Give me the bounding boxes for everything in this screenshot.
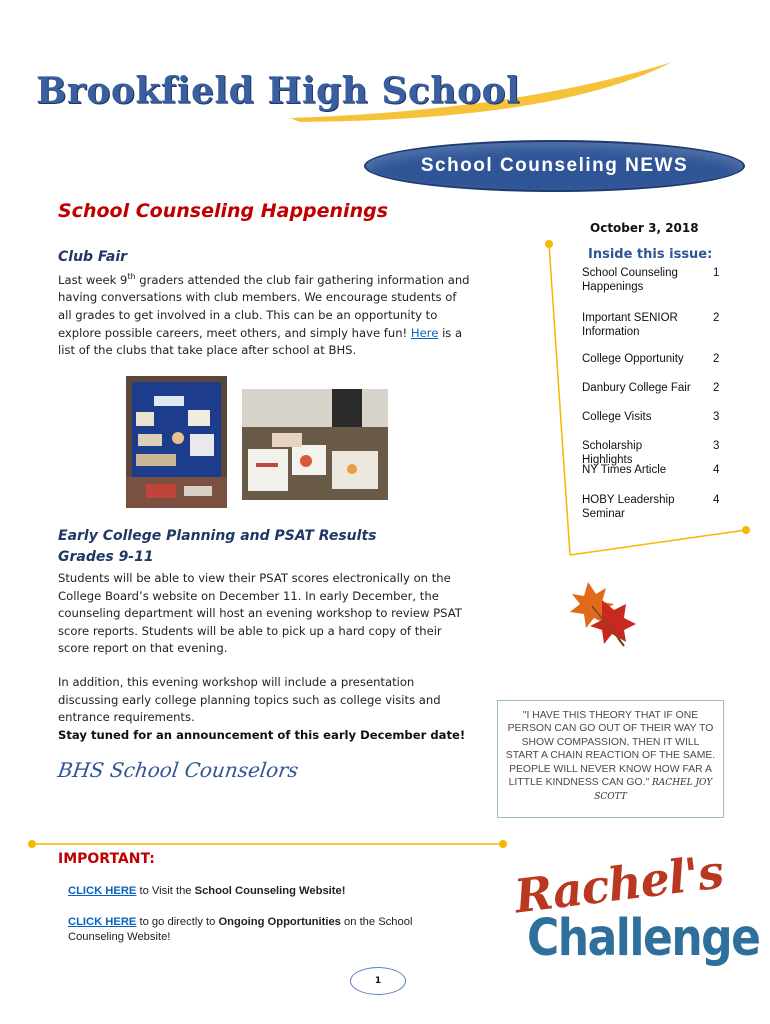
quote-text: "I HAVE THIS THEORY THAT IF ONE PERSON CAN GO OUT OF THEIR WAY TO SHOW COMPASSION, THEN IT WILL START A CHAIN REACTION OF THE SAME. PEOPLE WILL NEVER KNOW HOW FAR A LITTLE KINDNESS CAN GO."	[505, 710, 716, 789]
ongoing-opportunities-link[interactable]: CLICK HERE	[68, 916, 137, 928]
club-fair-text-1: Last week 9	[58, 272, 128, 287]
poster-board-image	[126, 376, 227, 508]
toc-item-label: HOBY Leadership Seminar	[582, 494, 675, 520]
toc-item[interactable]	[582, 266, 722, 294]
toc-item[interactable]	[582, 352, 722, 366]
issue-date: October 3, 2018	[590, 221, 699, 235]
rule-dot	[28, 840, 36, 848]
superscript-th: th	[127, 272, 136, 281]
toc-item-page: 3	[713, 411, 720, 423]
toc-item-page: 1	[713, 267, 720, 279]
toc-item-page: 3	[713, 440, 720, 452]
toc-title: Inside this issue:	[588, 247, 713, 262]
toc-item[interactable]	[582, 463, 722, 477]
important-line-2	[68, 915, 448, 944]
toc-item-page: 2	[713, 312, 720, 324]
important-title: IMPORTANT:	[58, 851, 155, 867]
toc-item-page: 2	[713, 382, 720, 394]
newsletter-banner: School Counseling NEWS	[364, 140, 745, 192]
rule-dot	[545, 240, 553, 248]
club-fair-paragraph	[58, 268, 470, 360]
quote-box	[497, 700, 724, 818]
page-number: 1	[350, 967, 406, 995]
toc-item-label: NY Times Article	[582, 464, 667, 476]
toc-item-label: College Visits	[582, 411, 652, 423]
toc-item-page: 4	[713, 464, 720, 476]
club-fair-text-2: graders attended the club fair gathering information and having conversations with club members. We encourage students of all grades to get involved in a club. This can be an opportunity to explore possible careers, meet others, and simply have fun!	[58, 272, 470, 340]
toc-item-label: Important SENIOR Information	[582, 312, 678, 338]
toc-left-rule	[549, 244, 570, 555]
toc-item-label: Scholarship Highlights	[582, 440, 643, 466]
psat-grades-heading: Grades 9-11	[58, 549, 154, 565]
toc-bottom-rule	[570, 530, 746, 555]
club-list-link[interactable]: Here	[410, 325, 439, 340]
toc-item-page: 2	[713, 353, 720, 365]
club-fair-text-3: is a list of the clubs that take place after school at BHS.	[58, 325, 463, 358]
school-website-link[interactable]: CLICK HERE	[68, 885, 137, 897]
important-line-1-bold: School Counseling Website!	[194, 885, 346, 897]
toc-item-page: 4	[713, 494, 720, 506]
rachels-challenge-logo-line1: Rachel's	[511, 844, 726, 924]
quote-author: RACHEL JOY SCOTT	[594, 778, 713, 803]
toc-item-label: School Counseling Happenings	[582, 267, 678, 293]
important-line-2-text: to go directly to	[136, 916, 219, 928]
counselors-signature: BHS School Counselors	[56, 758, 300, 782]
important-line-1-text: to Visit the	[136, 885, 195, 897]
psat-paragraph-1: Students will be able to view their PSAT scores electronically on the College Board’s website on December 11. In early December, the counseling department will host an evening workshop to review PSAT score reports. Students will be able to pick up a hard copy of their score report on that evening.	[58, 571, 462, 656]
psat-heading: Early College Planning and PSAT Results	[58, 528, 377, 544]
club-table-image	[242, 389, 388, 500]
important-line-2-bold: Ongoing Opportunities	[218, 916, 341, 928]
psat-stay-tuned: Stay tuned for an announcement of this early December date!	[58, 727, 466, 742]
autumn-leaves-icon	[562, 576, 640, 648]
toc-item-label: College Opportunity	[582, 353, 684, 365]
club-fair-heading: Club Fair	[58, 249, 128, 265]
psat-paragraph-2	[58, 674, 470, 744]
rule-dot	[499, 840, 507, 848]
toc-item[interactable]	[582, 311, 722, 339]
club-fair-photo-1	[126, 376, 227, 508]
club-fair-photo-2	[242, 389, 388, 500]
section-title: School Counseling Happenings	[58, 200, 389, 222]
rule-dot	[742, 526, 750, 534]
rachels-challenge-logo-line2: Challenge	[527, 909, 760, 968]
toc-item[interactable]	[582, 493, 722, 521]
toc-item[interactable]	[582, 381, 722, 395]
toc-item-label: Danbury College Fair	[582, 382, 691, 394]
important-line-1	[68, 884, 448, 899]
psat-paragraph-2-text: In addition, this evening workshop will include a presentation discussing early college planning topics such as college visits and entrance requirements.	[58, 675, 441, 725]
important-line-2-text-after: on the School Counseling Website!	[68, 916, 413, 943]
school-name: Brookfield High School	[36, 70, 521, 112]
toc-item[interactable]	[582, 410, 722, 424]
